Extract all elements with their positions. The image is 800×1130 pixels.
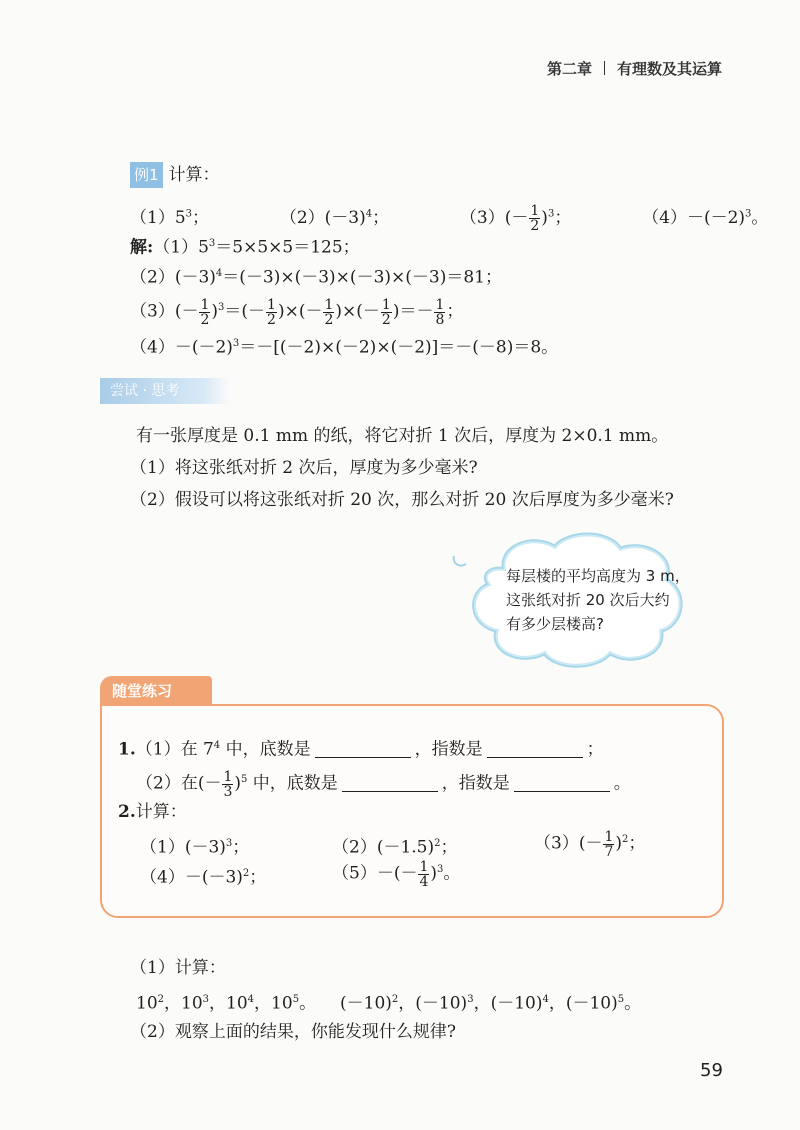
blank-line[interactable] bbox=[315, 741, 411, 758]
chapter-title: 有理数及其运算 bbox=[616, 60, 722, 78]
problem-2: $(2)(-3)^4$； bbox=[279, 207, 390, 228]
blank-line[interactable] bbox=[514, 775, 610, 792]
try-think-banner: 尝试 · 思考 bbox=[100, 378, 230, 404]
cloud-text: 每层楼的平均高度为 3 m， 这张纸对折 20 次后大约 有多少层楼高? bbox=[506, 567, 690, 633]
running-header bbox=[547, 58, 722, 79]
blank-line[interactable] bbox=[487, 741, 583, 758]
practice-item-2: $(2)(-1.5)^2$； bbox=[332, 837, 458, 858]
solution-3: （3）(－ $\frac{1}{2}$ )$^3$＝(－ $\frac{1}{2}$ )×(－ $\frac{1}{2}$ )×(－ $\frac{1}{2}$ )＝－ $\frac{1}{8}$ ； bbox=[130, 296, 464, 328]
solution-4: $(4)-(-2)^3=-[(-2)\times(-2)\times(-2)]=-(-8)=8$。 bbox=[130, 337, 559, 358]
powers-of-ten: $10^2$，$10^3$，$10^4$，$10^5$。 bbox=[136, 993, 317, 1014]
powers-of-neg-ten: $(-10)^2$，$(-10)^3$，$(-10)^4$，$(-10)^5$。 bbox=[340, 993, 642, 1014]
practice-q1a: 1.（1）在 $7^4$ 中，底数是 ，指数是 ； bbox=[118, 739, 604, 760]
bottom-q2: （2）观察上面的结果，你能发现什么规律? bbox=[130, 1022, 456, 1042]
practice-item-1: $(1)(-3)^3$； bbox=[140, 837, 250, 858]
chapter-label: 第二章 bbox=[546, 60, 592, 78]
example-badge: 例1 bbox=[130, 162, 163, 188]
practice-item-5: （5）－(－ $\frac{1}{4}$ )$^3$。 bbox=[332, 858, 461, 890]
fraction: $\frac{1}{2}$ bbox=[530, 202, 540, 234]
thought-bubble-icon bbox=[450, 552, 470, 572]
problem-1: $(1)5^3$； bbox=[130, 207, 210, 228]
solution-1: 解$:(1)5^3=5\times 5\times 5=125$； bbox=[130, 237, 360, 258]
example-heading bbox=[130, 162, 220, 188]
try-question-2: （2）假设可以将这张纸对折 20 次，那么对折 20 次后厚度为多少毫米? bbox=[130, 490, 674, 510]
example-prompt: 计算： bbox=[168, 165, 220, 185]
practice-q1b: （2）在(－ $\frac{1}{3}$ )$^5$ 中，底数是 ，指数是 。 bbox=[136, 768, 631, 800]
practice-q2-title: 2.计算： bbox=[118, 802, 187, 822]
practice-tab: 随堂练习 bbox=[100, 676, 212, 706]
problem-4: $(4)-(-2)^3$。 bbox=[642, 207, 769, 228]
bottom-q1: （1）计算： bbox=[130, 958, 226, 978]
blank-line[interactable] bbox=[342, 775, 438, 792]
page-number: 59 bbox=[700, 1060, 723, 1081]
problem-3: （3）(－ $\frac{1}{2}$ )$^3$； bbox=[459, 202, 572, 234]
solution-label: 解: bbox=[130, 237, 154, 258]
try-question-1: （1）将这张纸对折 2 次后，厚度为多少毫米? bbox=[130, 458, 478, 478]
example-problems bbox=[130, 202, 768, 233]
solution-2: $(2)(-3)^4=(-3)\times(-3)\times(-3)\times(-3)=81$； bbox=[130, 267, 502, 288]
header-divider bbox=[604, 61, 605, 75]
practice-item-4: $(4)-(-3)^2$； bbox=[140, 867, 267, 888]
try-intro: 有一张厚度是 0.1 mm 的纸，将它对折 1 次后，厚度为 2×0.1 mm。 bbox=[136, 426, 669, 446]
practice-item-3: （3）(－ $\frac{1}{7}$ )$^2$； bbox=[534, 828, 646, 860]
